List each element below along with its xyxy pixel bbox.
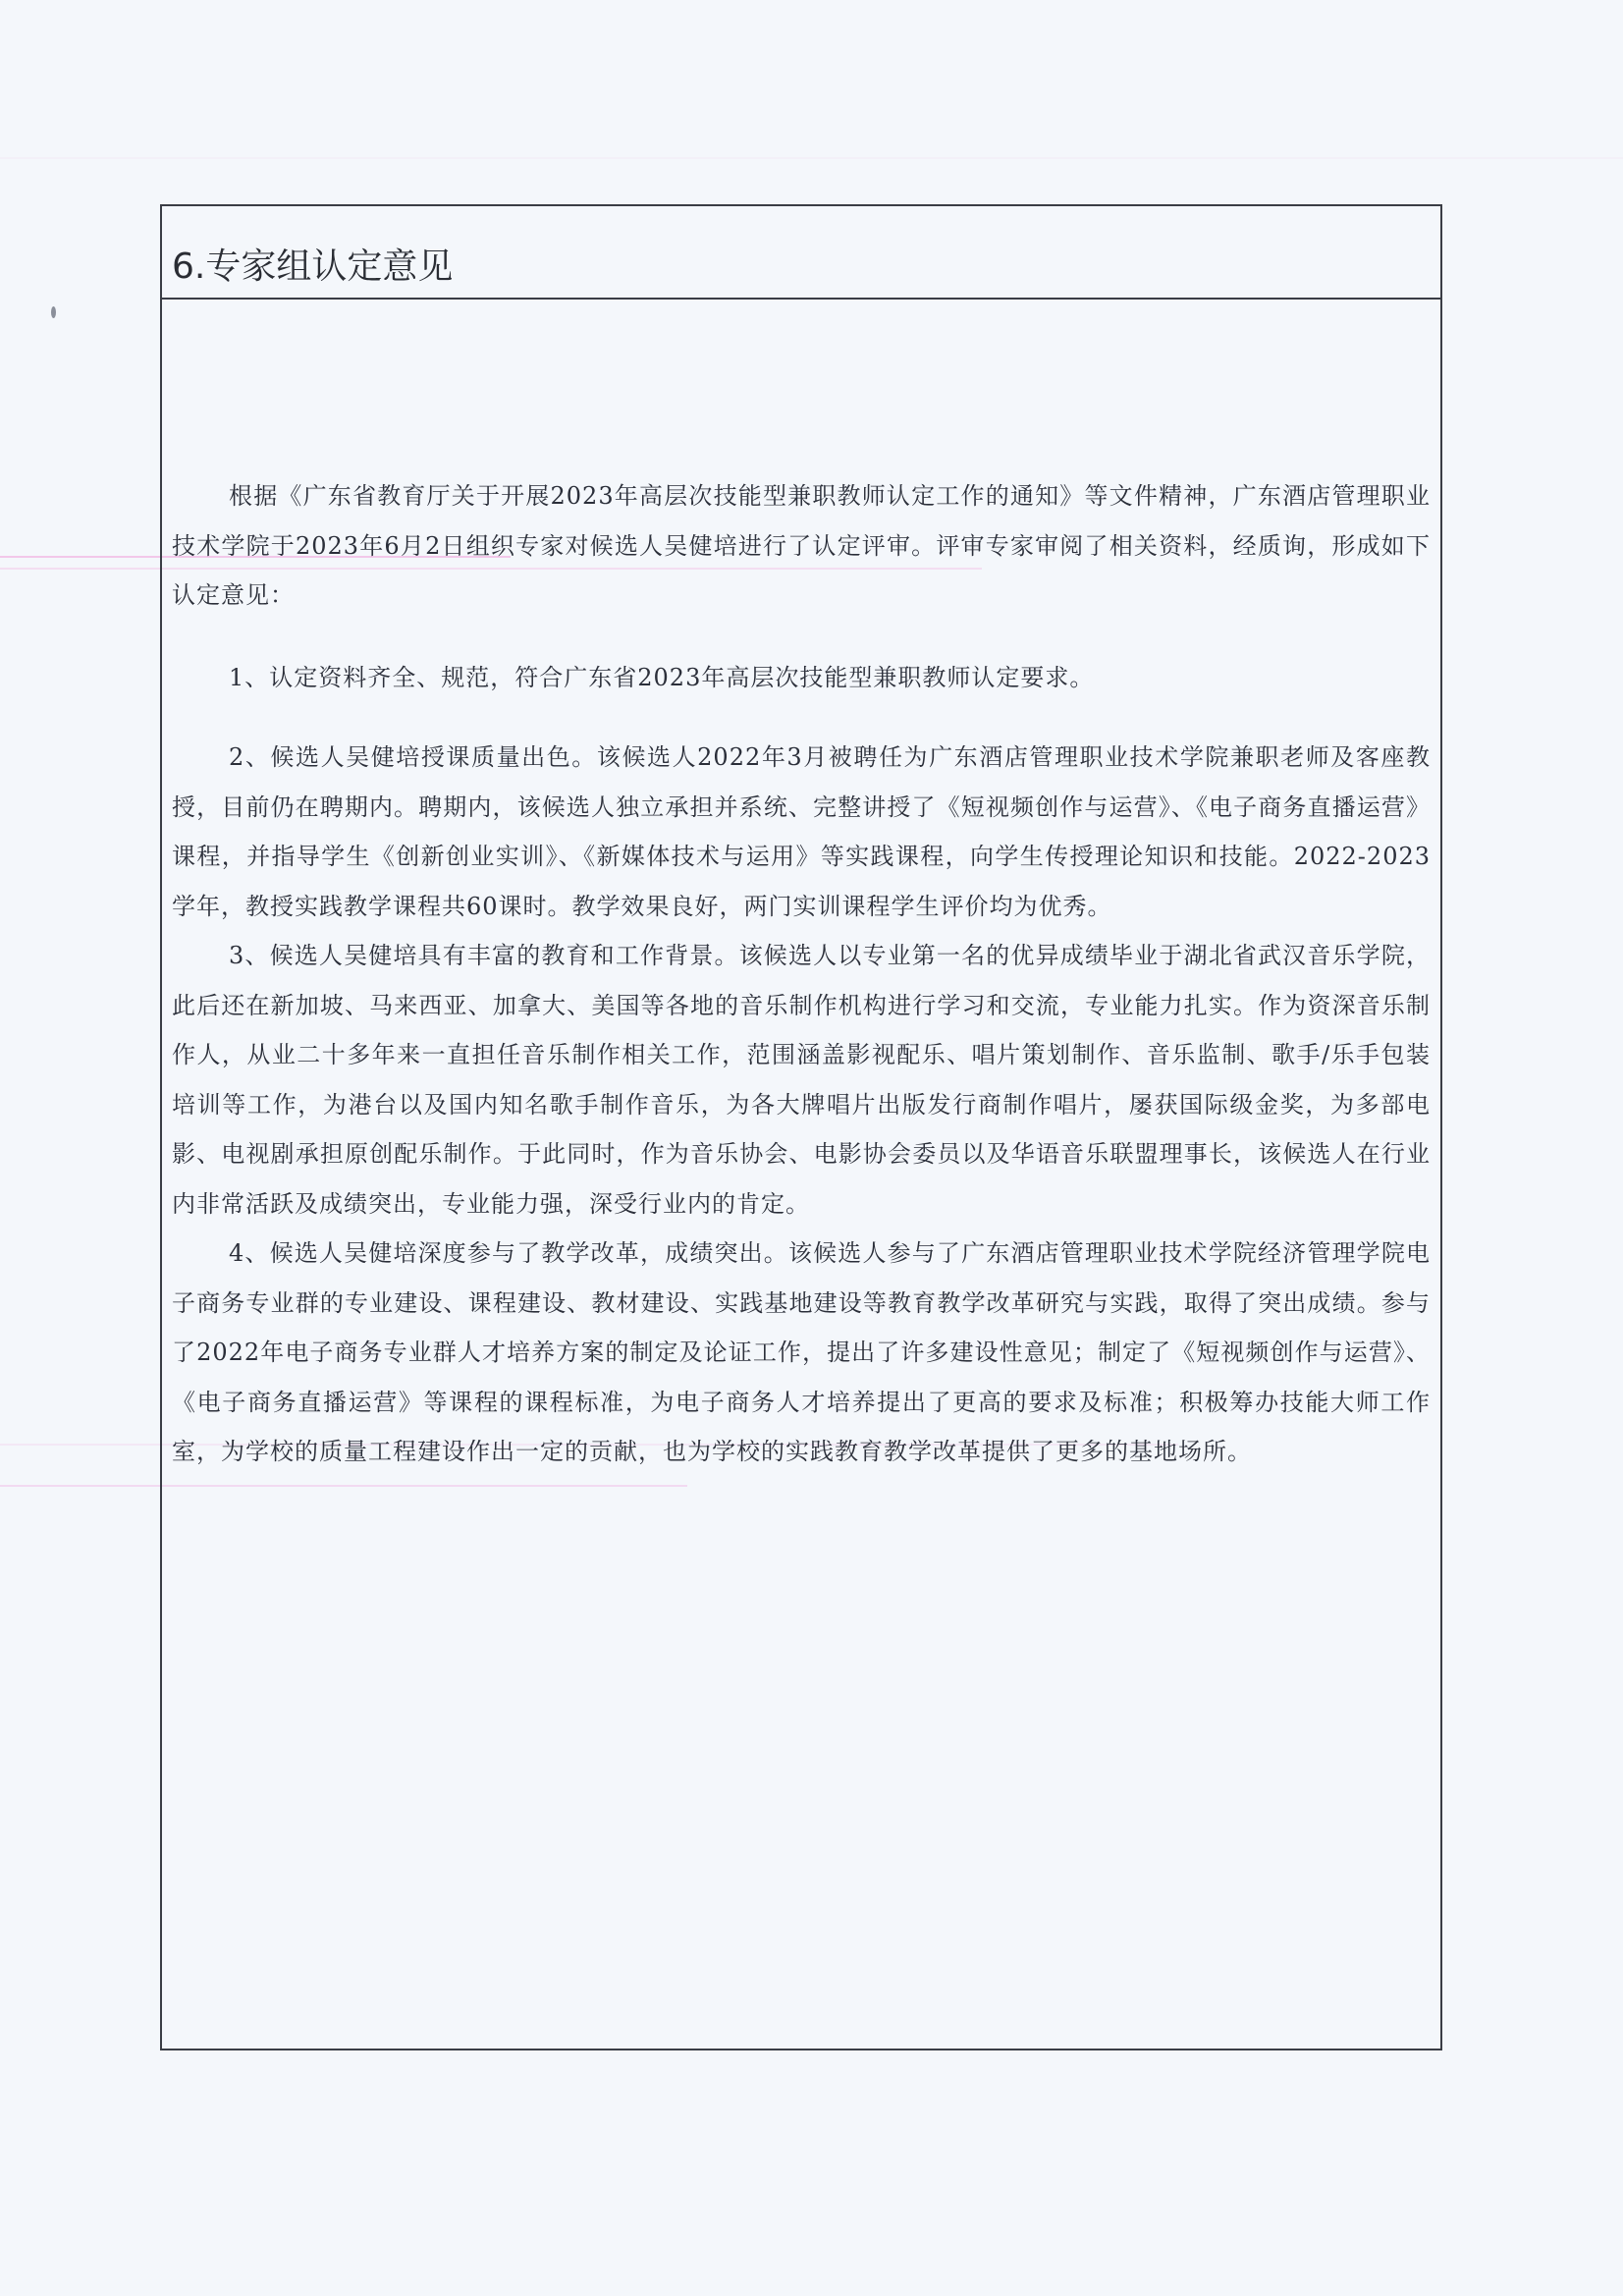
intro-paragraph: 根据《广东省教育厅关于开展2023年高层次技能型兼职教师认定工作的通知》等文件精神，广东酒店管理职业技术学院于2023年6月2日组织专家对候选人吴健培进行了认定评审。评审专家审阅了相关资料，经质询，形成如下认定意见：	[172, 482, 1431, 609]
opinion-item-4: 4、候选人吴健培深度参与了教学改革，成绩突出。该候选人参与了广东酒店管理职业技术学院经济管理学院电子商务专业群的专业建设、课程建设、教材建设、实践基地建设等教育教学改革研究与实践，取得了突出成绩。参与了2022年电子商务专业群人才培养方案的制定及论证工作，提出了许多建设性意见；制定了《短视频创作与运营》、《电子商务直播运营》等课程的课程标准，为电子商务人才培养提出了更高的要求及标准；积极筹办技能大师工作室，为学校的质量工程建设作出一定的贡献，也为学校的实践教育教学改革提供了更多的基地场所。	[172, 1239, 1431, 1465]
opinion-item-3: 3、候选人吴健培具有丰富的教育和工作背景。该候选人以专业第一名的优异成绩毕业于湖北省武汉音乐学院，此后还在新加坡、马来西亚、加拿大、美国等各地的音乐制作机构进行学习和交流，专业能力扎实。作为资深音乐制作人，从业二十多年来一直担任音乐制作相关工作，范围涵盖影视配乐、唱片策划制作、音乐监制、歌手/乐手包装培训等工作，为港台以及国内知名歌手制作音乐，为各大牌唱片出版发行商制作唱片，屡获国际级金奖，为多部电影、电视剧承担原创配乐制作。于此同时，作为音乐协会、电影协会委员以及华语音乐联盟理事长，该候选人在行业内非常活跃及成绩突出，专业能力强，深受行业内的肯定。	[172, 942, 1431, 1218]
opinion-item-1: 1、认定资料齐全、规范，符合广东省2023年高层次技能型兼职教师认定要求。	[229, 663, 1095, 691]
section-title: 6.专家组认定意见	[162, 206, 1440, 300]
scan-speck	[51, 306, 56, 318]
opinion-body	[172, 471, 1431, 1477]
scan-artifact-line	[0, 157, 1623, 159]
opinion-item-2: 2、候选人吴健培授课质量出色。该候选人2022年3月被聘任为广东酒店管理职业技术学院兼职老师及客座教授，目前仍在聘期内。聘期内，该候选人独立承担并系统、完整讲授了《短视频创作与运营》、《电子商务直播运营》课程，并指导学生《创新创业实训》、《新媒体技术与运用》等实践课程，向学生传授理论知识和技能。2022-2023学年，教授实践教学课程共60课时。教学效果良好，两门实训课程学生评价均为优秀。	[172, 743, 1431, 920]
expert-opinion-form	[160, 204, 1442, 2050]
